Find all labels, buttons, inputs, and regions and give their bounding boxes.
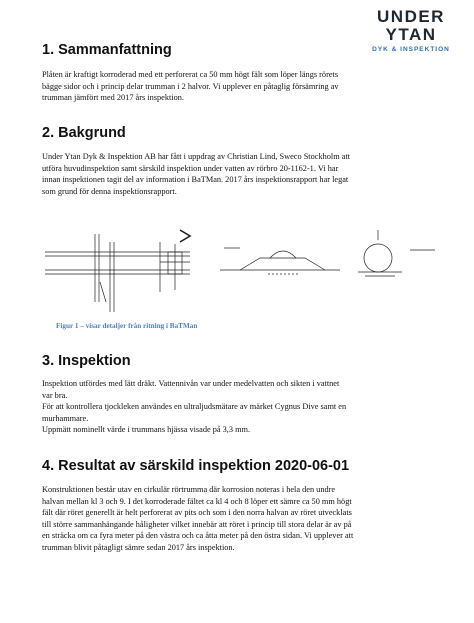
text-line: utföra huvudinspektion samt särskild inspektion under vatten av rörbro 20-1162-1. Vi har: [42, 163, 339, 173]
arrow-icon: [180, 230, 190, 242]
embankment-profile-detail: [220, 248, 340, 274]
text-line: som grund för denna inspektionsrapport.: [42, 186, 177, 196]
figure-caption: Figur 1 – visar detaljer från ritning i BaTMan: [56, 322, 198, 330]
pipe-section-detail: [45, 234, 190, 312]
text-line: fält där röret generellt är helt perforerat av pits och som i den norra halvan av röret utvecklats: [42, 508, 352, 518]
paragraph-resultat: [42, 484, 422, 554]
text-line: Inspektion utfördes med lätt dräkt. Vattennivån var under medelvatten och sikten i vattnet: [42, 379, 340, 388]
text-line: en sträcka om ca fyra meter på den västra och ca åtta meter på den östra sidan. Vi upplever att: [42, 531, 354, 541]
paragraph-sammanfattning: [42, 69, 422, 104]
paragraph-inspektion: [42, 378, 422, 436]
text-line: murhammare.: [42, 413, 89, 423]
text-line: innan inspektionen tagit del av information i BaTMan. 2017 års inspektionsrapport har legat: [42, 175, 349, 185]
heading-resultat: 4. Resultat av särskild inspektion 2020-06-01: [42, 458, 350, 474]
text-line: var bra.: [42, 390, 68, 400]
text-line: trumman jämfört med 2017 års inspektion.: [42, 93, 184, 103]
text-line: halvan mellan kl 3 och 9. I det korroderade fältet ca kl 4 och 8 löper ett sämre ca 50 mm högt: [42, 496, 352, 506]
technical-drawing-figure: [40, 222, 440, 314]
text-line: För att kontrollera tjockleken användes en ultraljudsmätare av märket Cygnus Dive samt en: [42, 402, 347, 412]
pipe-cross-section-detail: [358, 230, 435, 276]
text-line: bägge sidor och i princip delar trumman i 2 halvor. Vi upplever en påtaglig försämring av: [42, 81, 339, 91]
logo-main-text: UNDER YTAN: [377, 7, 445, 44]
logo-sub-text: DYK & INSPEKTION: [372, 46, 450, 53]
text-line: trumman blivit påtagligt sämre sedan 2017 års inspektion.: [42, 542, 235, 552]
heading-inspektion: 3. Inspektion: [42, 353, 131, 369]
text-line: Plåten är kraftigt korroderad med ett perforerat ca 50 mm högt fält som löper längs rörets: [42, 70, 339, 79]
heading-sammanfattning: 1. Sammanfattning: [42, 42, 172, 58]
text-line: till större sammanhängande håligheter vilket innebär att röret i princip till stora delar är av på: [42, 519, 352, 529]
text-line: Konstruktionen består utav en cirkulär rörtrumma där korrosion noteras i hela den undre: [42, 485, 336, 494]
text-line: Uppmätt nominellt värde i trummans hjässa visade på 3,3 mm.: [42, 425, 251, 435]
text-line: Under Ytan Dyk & Inspektion AB har fått i uppdrag av Christian Lind, Sweco Stockholm att: [42, 152, 351, 161]
heading-bakgrund: 2. Bakgrund: [42, 125, 126, 141]
company-logo: [358, 8, 464, 53]
paragraph-bakgrund: [42, 151, 422, 197]
